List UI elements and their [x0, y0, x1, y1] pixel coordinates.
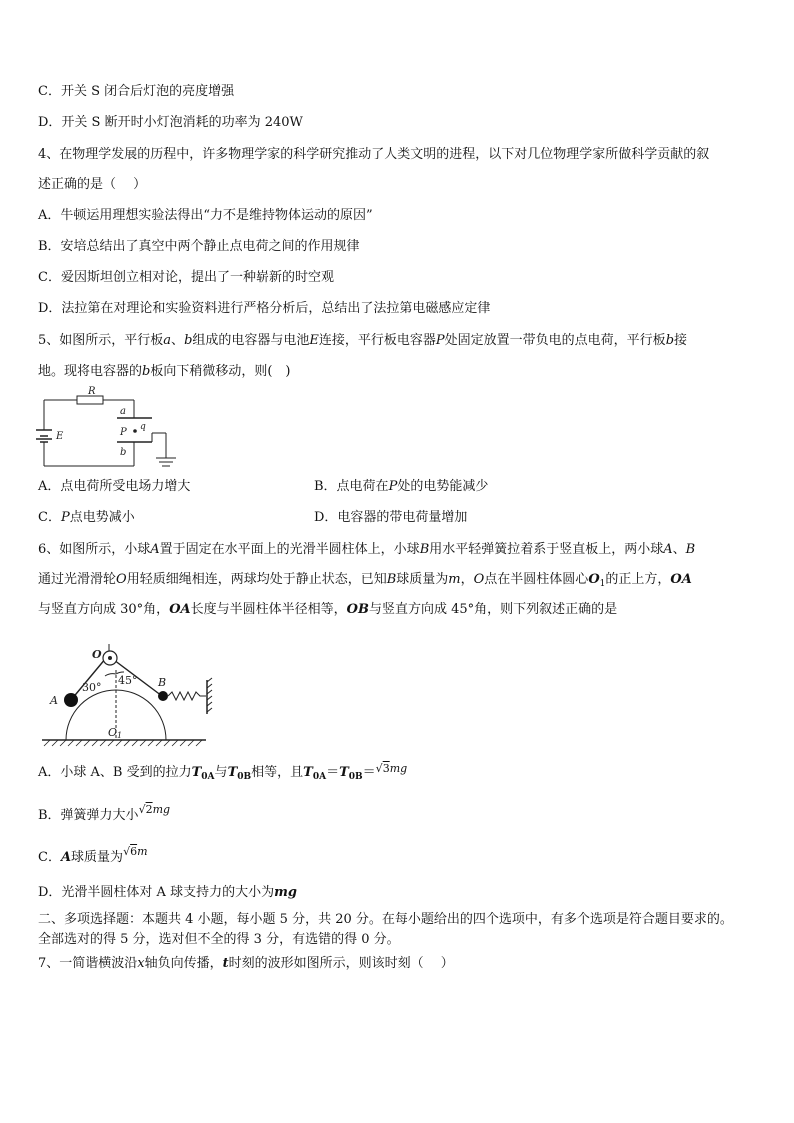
- label-e: E: [56, 431, 64, 442]
- label-45deg: 45°: [118, 674, 138, 687]
- q4-option-b: B．安培总结出了真空中两个静止点电荷之间的作用规律: [38, 239, 360, 254]
- q3-option-c: C．开关 S 闭合后灯泡的亮度增强: [38, 84, 235, 99]
- q7-stem: 7、一简谐横波沿x轴负向传播，t时刻的波形如图所示，则该时刻（ ）: [38, 956, 454, 971]
- q5-circuit-diagram: [32, 386, 182, 474]
- section2-instructions-line1: 二、多项选择题：本题共 4 小题，每小题 5 分，共 20 分。在每小题给出的四个选项中，有多个选项是符合题目要求的。: [38, 912, 733, 927]
- q4-stem-line2: 述正确的是（ ）: [38, 177, 147, 192]
- label-o1: O1: [108, 726, 123, 740]
- q5-option-a: A．点电荷所受电场力增大: [38, 479, 191, 494]
- ball-b: [158, 691, 168, 701]
- ball-a: [64, 693, 78, 707]
- q4-option-a: A．牛顿运用理想实验法得出“力不是维持物体运动的原因”: [38, 208, 373, 223]
- q6-option-d: D．光滑半圆柱体对 A 球支持力的大小为mg: [38, 885, 297, 900]
- q5-stem-line2: 地。现将电容器的b板向下稍微移动，则( ): [38, 364, 291, 379]
- q3-option-d: D．开关 S 断开时小灯泡消耗的功率为 240W: [38, 115, 303, 130]
- q6-option-c: C．A球质量为$^{√6m}$: [38, 845, 148, 865]
- label-q: q: [140, 422, 146, 432]
- label-a: a: [120, 406, 126, 417]
- q6-stem-line2: 通过光滑滑轮O用轻质细绳相连，两球均处于静止状态，已知B球质量为m，O点在半圆柱体圆心$O_1$的正上方，OA: [38, 572, 692, 589]
- label-p: P: [120, 427, 127, 438]
- label-r: R: [88, 386, 96, 397]
- q6-pulley-diagram: [36, 636, 216, 748]
- q5-option-d: D．电容器的带电荷量增加: [314, 510, 468, 525]
- q5-option-b: B．点电荷在P处的电势能减少: [314, 479, 489, 494]
- label-30deg: 30°: [82, 681, 102, 694]
- q4-option-c: C．爱因斯坦创立相对论，提出了一种崭新的时空观: [38, 270, 334, 285]
- q6-option-b: B．弹簧弹力大小$^{√2mg}$: [38, 803, 171, 823]
- q6-stem-line3: 与竖直方向成 30°角，OA长度与半圆柱体半径相等，OB与竖直方向成 45°角，则下列叙述正确的是: [38, 602, 618, 617]
- q4-stem-line1: 4、在物理学发展的历程中，许多物理学家的科学研究推动了人类文明的进程，以下对几位物理学家所做科学贡献的叙: [38, 147, 710, 162]
- point-charge-dot: [133, 429, 137, 433]
- section2-instructions-line2: 全部选对的得 5 分，选对但不全的得 3 分，有选错的得 0 分。: [38, 932, 400, 947]
- label-o: O: [92, 648, 102, 661]
- label-a: A: [50, 694, 58, 707]
- label-b: B: [158, 676, 167, 689]
- q5-option-c: C．P点电势减小: [38, 510, 135, 525]
- label-b: b: [120, 447, 127, 458]
- q5-stem-line1: 5、如图所示，平行板a、b组成的电容器与电池E连接，平行板电容器P处固定放置一带负电的点电荷，平行板b接: [38, 333, 688, 348]
- q4-option-d: D．法拉第在对理论和实验资料进行严格分析后，总结出了法拉第电磁感应定律: [38, 301, 491, 316]
- q6-option-a: A．小球 A、B 受到的拉力$T_{0A}$与$T_{0B}$相等，且$T_{0A}=T_{0B}=^{√3mg}$: [38, 762, 408, 782]
- q6-stem-line1: 6、如图所示，小球A置于固定在水平面上的光滑半圆柱体上，小球B用水平轻弹簧拉着系于竖直板上，两小球A、B: [38, 542, 696, 557]
